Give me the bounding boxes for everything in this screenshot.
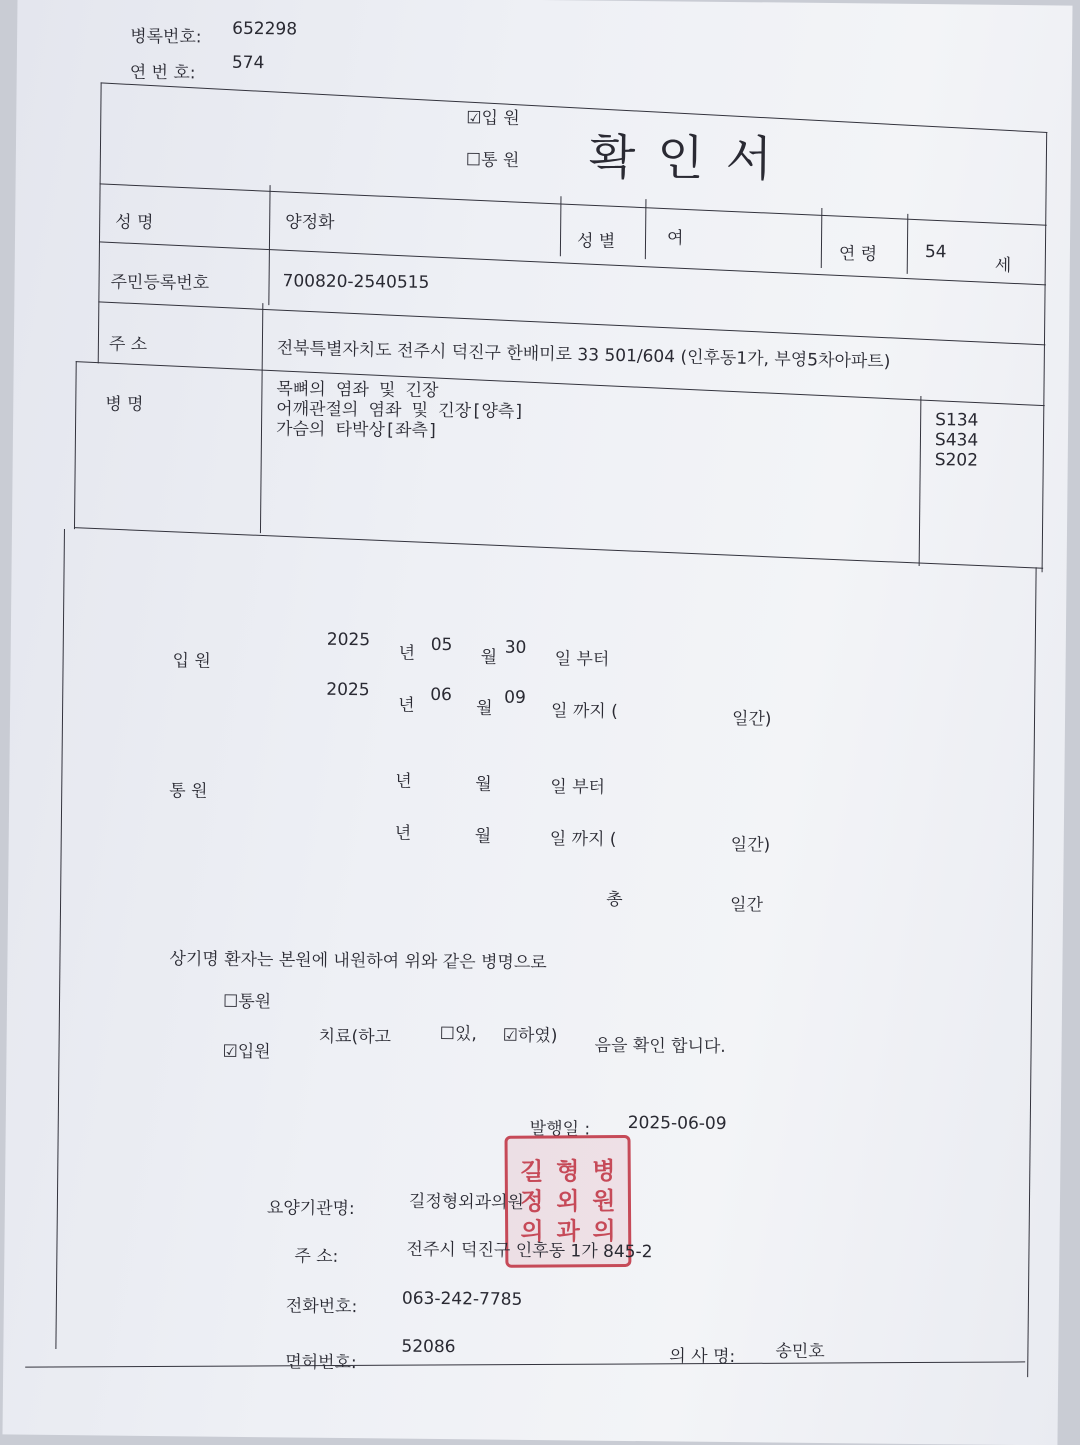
diagnosis-code-list — [935, 410, 979, 470]
year-unit: 년 — [398, 643, 416, 664]
table-line-3 — [98, 301, 1045, 345]
year-unit: 년 — [395, 771, 412, 792]
record-no-label: 병록번호: — [130, 26, 202, 48]
statement-line: 상기명 환자는 본원에 내원하여 위와 같은 병명으로 — [169, 949, 547, 974]
total-unit: 일간 — [729, 895, 764, 916]
adm-from-day: 30 — [504, 637, 527, 658]
seal-char: 형 — [556, 1157, 580, 1186]
diagnosis-code: S134 — [935, 410, 979, 431]
table-line-1 — [100, 183, 1047, 225]
seal-char: 정 — [520, 1187, 544, 1216]
issue-date: 2025-06-09 — [627, 1112, 727, 1135]
adm-from-month: 05 — [430, 634, 453, 656]
diagnosis-item: 목뼈의 염좌 및 긴장 — [276, 379, 439, 401]
option-did: ☑하였) — [502, 1025, 558, 1047]
patient-age: 54 — [924, 242, 947, 263]
license-number: 52086 — [401, 1336, 456, 1358]
diagnosis-item: 가슴의 타박상[좌측] — [275, 419, 439, 441]
issuer-address: 전주시 덕진구 인후동 1가 845-2 — [406, 1239, 653, 1263]
name-label: 성 명 — [115, 212, 154, 233]
month-unit: 월 — [480, 647, 498, 668]
age-col-line — [821, 208, 823, 268]
record-no: 652298 — [232, 18, 298, 40]
day-until-label: 일 까지 ( — [550, 701, 618, 722]
frame-bottom-line — [25, 1361, 1025, 1367]
diagnosis-code: S202 — [934, 450, 979, 471]
document-page — [2, 0, 1072, 1445]
table-left-line — [98, 183, 101, 363]
seal-char: 의 — [520, 1217, 544, 1246]
institution-label: 요양기관명: — [266, 1198, 355, 1220]
patient-sex: 여 — [666, 228, 684, 249]
serial-no: 574 — [231, 52, 265, 74]
option-admission: ☑입원 — [222, 1041, 271, 1063]
table-line-2 — [99, 241, 1046, 285]
phone-label: 전화번호: — [285, 1296, 358, 1318]
seal-char: 의 — [592, 1217, 616, 1246]
patient-name: 양정화 — [285, 212, 335, 233]
seal-char: 외 — [556, 1187, 580, 1216]
diagnosis-code: S434 — [934, 430, 979, 451]
frame-left-line-top — [100, 82, 102, 184]
total-label: 총 — [606, 889, 623, 910]
year-unit: 년 — [394, 823, 412, 844]
issuer-address-label: 주 소: — [294, 1246, 339, 1267]
address-label: 주 소 — [108, 334, 148, 355]
frame-top-line — [101, 82, 1048, 133]
table-line-5 — [74, 527, 1043, 569]
age-unit: 세 — [994, 255, 1012, 276]
label-col-line-1 — [268, 185, 270, 305]
adm-from-year: 2025 — [326, 629, 371, 651]
adm-to-day: 09 — [504, 687, 526, 708]
frame-right-line — [1042, 132, 1048, 572]
label-col-line-2 — [260, 303, 263, 533]
diagnosis-label: 병 명 — [105, 394, 144, 415]
day-from-label: 일 부터 — [550, 777, 606, 798]
issue-date-label: 발행일 : — [529, 1118, 591, 1140]
confirm-text: 음을 확인 합니다. — [594, 1035, 726, 1057]
adm-to-month: 06 — [430, 684, 453, 706]
option-outpatient: ☐통원 — [222, 991, 272, 1013]
admission-label: 입 원 — [172, 651, 211, 672]
treatment-label: 치료(하고 — [318, 1026, 392, 1048]
seal-char: 원 — [592, 1187, 616, 1216]
day-from-label: 일 부터 — [554, 649, 610, 670]
sex-col-line — [560, 196, 562, 256]
age-label: 연 령 — [838, 244, 878, 265]
days-close-label: 일간) — [731, 709, 772, 730]
code-col-line — [919, 396, 922, 566]
patient-address: 전북특별자치도 전주시 덕진구 한배미로 33 501/604 (인후동1가, 부영5차아파트) — [276, 338, 891, 373]
serial-no-label: 연 번 호: — [129, 62, 196, 84]
month-unit: 월 — [474, 826, 492, 847]
diagnosis-list — [276, 379, 525, 442]
age-value-col-line — [907, 214, 909, 274]
admission-checkbox: ☑입 원 — [466, 108, 520, 129]
table-left-line-lower — [74, 361, 77, 529]
lower-frame-left — [55, 529, 65, 1349]
outpatient-checkbox: ☐통 원 — [465, 150, 520, 171]
seal-char: 길 — [520, 1157, 544, 1186]
adm-to-year: 2025 — [326, 679, 370, 701]
day-until-label: 일 까지 ( — [549, 829, 617, 850]
sex-value-col-line — [645, 199, 647, 259]
document-title: 확인서 — [588, 129, 795, 188]
option-is: ☐있, — [439, 1023, 477, 1045]
outpatient-label: 통 원 — [169, 781, 208, 802]
doctor-label: 의 사 명: — [669, 1346, 736, 1368]
seal-char: 과 — [556, 1217, 580, 1246]
license-label: 면허번호: — [285, 1352, 357, 1374]
lower-frame-right — [1027, 567, 1036, 1377]
year-unit: 년 — [398, 695, 415, 716]
month-unit: 월 — [476, 698, 493, 719]
table-line-4 — [76, 361, 1045, 406]
diagnosis-item: 어깨관절의 염좌 및 긴장[양측] — [276, 399, 525, 422]
patient-rrn: 700820-2540515 — [282, 271, 430, 293]
sex-label: 성 별 — [576, 231, 616, 252]
seal-char: 병 — [592, 1157, 616, 1186]
days-close-label: 일간) — [730, 835, 771, 856]
month-unit: 월 — [475, 774, 492, 795]
phone-number: 063-242-7785 — [401, 1288, 523, 1310]
doctor-name: 송민호 — [775, 1341, 825, 1363]
rrn-label: 주민등록번호 — [110, 272, 210, 294]
institution-name: 길정형외과의원 — [408, 1191, 525, 1213]
